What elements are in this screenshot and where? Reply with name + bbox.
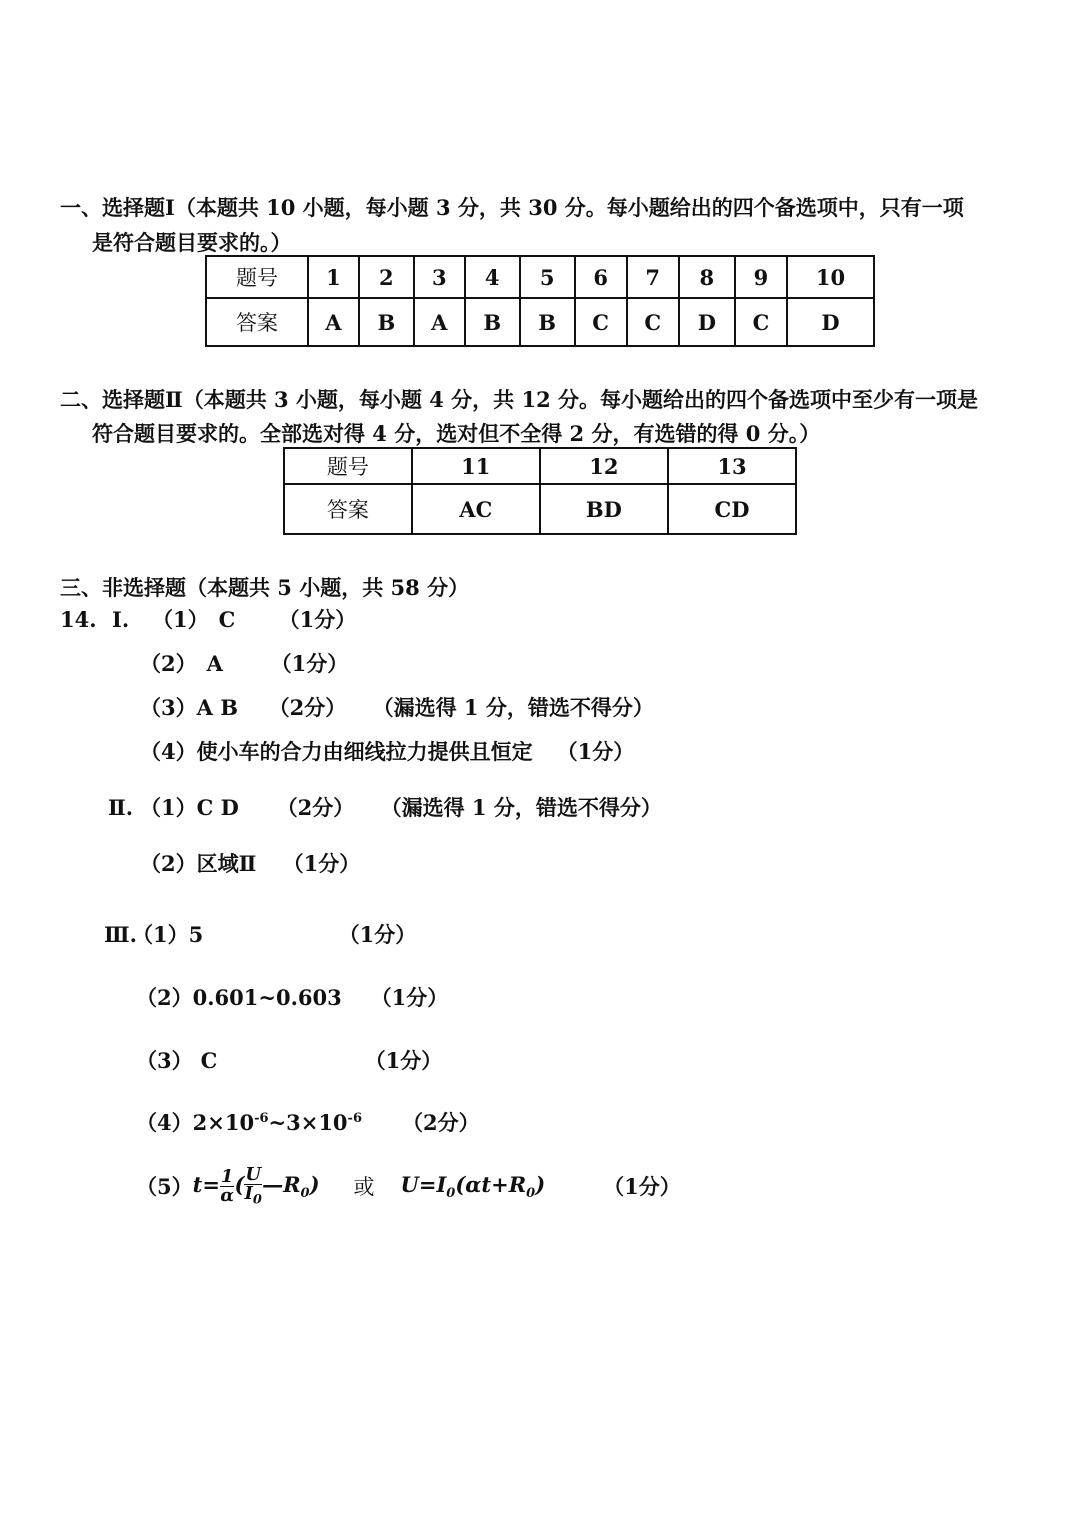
section2-answer-table	[283, 447, 797, 535]
question-number: 14.	[60, 607, 97, 632]
or-text: 或	[353, 1175, 375, 1200]
sub-label: （2）	[136, 985, 193, 1010]
score: （1分）	[278, 607, 357, 632]
section1-title-line2: 是符合题目要求的。）	[92, 230, 292, 255]
q14-part1-row3	[140, 692, 654, 722]
score: （1分）	[338, 922, 417, 947]
answer: 使小车的合力由细线拉力提供且恒定	[196, 739, 533, 764]
question-number: 2	[359, 256, 414, 298]
part-label: Ⅱ.	[108, 795, 134, 820]
header-cell-num: 题号	[284, 448, 412, 484]
answer-cell: CD	[668, 484, 796, 534]
formula-2: $U=I_0(\alpha t+R_0)$	[400, 1171, 546, 1201]
note: （漏选得 1 分，错选不得分）	[372, 695, 654, 720]
answer-cell: C	[575, 298, 627, 346]
answer: A	[206, 651, 223, 676]
q14-part3-row5	[136, 1166, 681, 1207]
answer-cell: BD	[540, 484, 668, 534]
answer: C D	[196, 795, 239, 820]
section2-title-line1: 二、选择题Ⅱ（本题共 3 小题，每小题 4 分，共 12 分。每小题给出的四个备选项中至少有一项是	[60, 387, 979, 412]
q14-part3-row2	[136, 982, 448, 1012]
sub-label: （4）	[140, 739, 197, 764]
answer: 区域Ⅱ	[196, 851, 257, 876]
section1-answer-table	[205, 255, 875, 347]
question-number: 9	[735, 256, 787, 298]
sub-label: （1）	[140, 795, 197, 820]
question-number: 7	[627, 256, 679, 298]
answer-cell: A	[414, 298, 465, 346]
section2-title-line2: 符合题目要求的。全部选对得 4 分，选对但不全得 2 分，有选错的得 0 分。）	[92, 421, 821, 446]
answer: C	[200, 1048, 218, 1073]
q14-part3-row3	[136, 1045, 442, 1075]
sub-label: （5）	[136, 1174, 193, 1200]
question-number: 6	[575, 256, 627, 298]
sub-label: （1）	[132, 922, 189, 947]
q14-part1-row4	[140, 736, 634, 766]
score: （1分）	[282, 851, 361, 876]
answer-cell: D	[787, 298, 874, 346]
score: （2分）	[268, 695, 347, 720]
score: （1分）	[370, 985, 449, 1010]
table-row	[206, 256, 874, 298]
part-label: Ⅲ.	[104, 922, 137, 947]
answer: 0.601~0.603	[192, 985, 342, 1010]
header-cell-ans: 答案	[206, 298, 308, 346]
question-number: 13	[668, 448, 796, 484]
section3-title: 三、非选择题（本题共 5 小题，共 58 分）	[60, 575, 470, 600]
sub-label: （3）	[140, 695, 197, 720]
answer-cell: AC	[412, 484, 540, 534]
score: （1分）	[556, 739, 635, 764]
score: （1分）	[270, 651, 349, 676]
header-cell-num: 题号	[206, 256, 308, 298]
answer-cell: C	[735, 298, 787, 346]
q14-part1-row2	[140, 648, 348, 678]
q14-part3-row1	[104, 919, 416, 949]
score: （2分）	[402, 1110, 480, 1135]
header-cell-ans: 答案	[284, 484, 412, 534]
answer: C	[218, 607, 236, 632]
note: （漏选得 1 分，错选不得分）	[380, 795, 662, 820]
sub-label: （3）	[136, 1048, 193, 1073]
score: （2分）	[276, 795, 355, 820]
q14-part1-row1	[60, 604, 356, 634]
question-number: 4	[465, 256, 520, 298]
question-number: 5	[520, 256, 575, 298]
formula-1: t= $\frac{1}{\alpha}$ ( $\frac{U}{I_0}$ $—R_0$)	[192, 1164, 320, 1208]
question-number: 11	[412, 448, 540, 484]
section1-title-line1: 一、选择题Ⅰ（本题共 10 小题，每小题 3 分，共 30 分。每小题给出的四个备选项中，只有一项	[60, 195, 964, 220]
answer: 5	[188, 922, 204, 947]
question-number: 12	[540, 448, 668, 484]
q14-part2-row1	[108, 792, 662, 822]
answer-cell: B	[520, 298, 575, 346]
answer: $2\times 10^{-6}\sim 3\times 10^{-6}$	[192, 1110, 362, 1135]
question-number: 1	[308, 256, 359, 298]
answer-cell: B	[359, 298, 414, 346]
score: （1分）	[364, 1048, 443, 1073]
answer: A B	[196, 695, 238, 720]
answer-cell: C	[627, 298, 679, 346]
sub-label: （4）	[136, 1110, 193, 1135]
part-label: Ⅰ.	[112, 607, 130, 632]
answer-cell: D	[679, 298, 735, 346]
score: （1分）	[603, 1174, 681, 1200]
table-row	[284, 448, 796, 484]
answer-cell: A	[308, 298, 359, 346]
question-number: 3	[414, 256, 465, 298]
q14-part2-row2	[140, 848, 360, 878]
sub-label: （2）	[140, 651, 197, 676]
sub-label: （2）	[140, 851, 197, 876]
question-number: 10	[787, 256, 874, 298]
answer-cell: B	[465, 298, 520, 346]
sub-label: （1）	[152, 607, 209, 632]
question-number: 8	[679, 256, 735, 298]
q14-part3-row4	[136, 1107, 480, 1137]
table-row	[206, 298, 874, 346]
table-row	[284, 484, 796, 534]
